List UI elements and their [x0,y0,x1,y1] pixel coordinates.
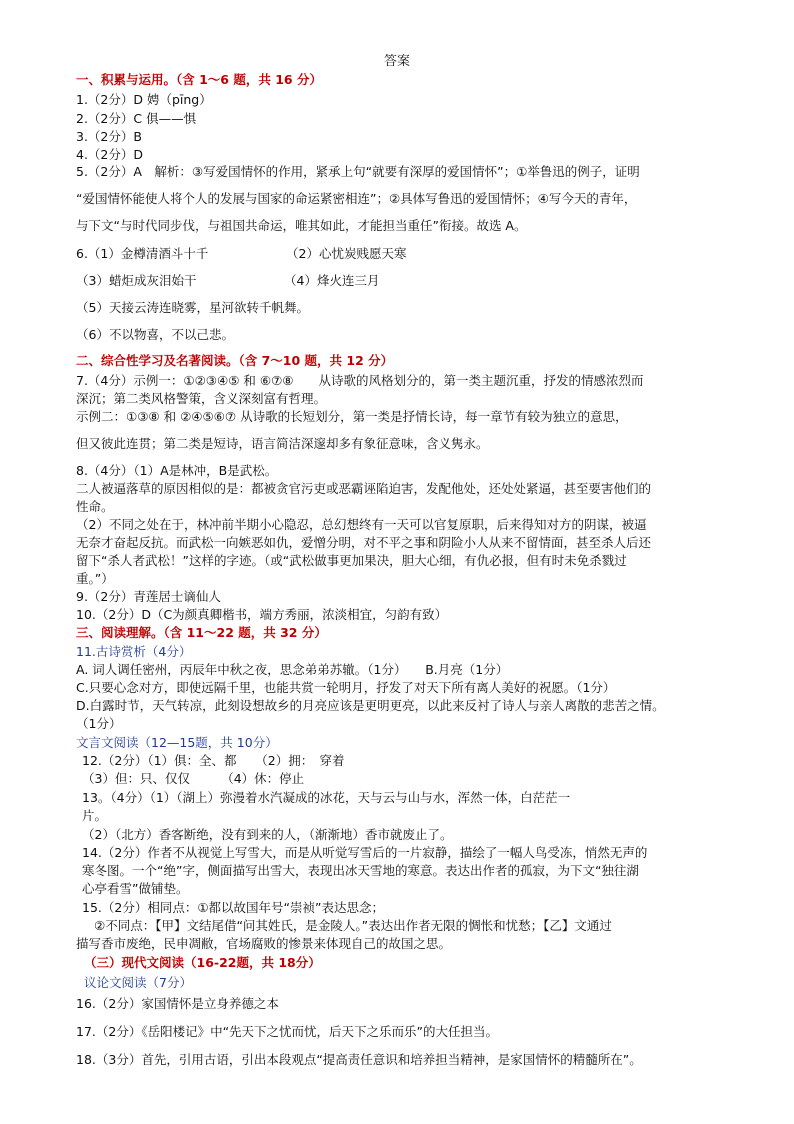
answer-line: 二人被逼落草的原因相似的是：都被贪官污吏或恶霸诬陷迫害，发配他处，还处处紧逼，甚至要害他们的 [76,481,652,496]
answer-line: A. 词人调任密州，丙辰年中秋之夜，思念弟弟苏辙。（1分） B.月亮（1分） [76,662,509,677]
section-heading: 一、积累与运用。（含 1～6 题，共 16 分） [76,72,322,87]
answer-line: 片。 [82,808,108,823]
answer-line: 心亭看雪”做铺垫。 [82,881,189,896]
answer-line: 6.（1）金樽清酒斗十千 [76,246,209,261]
answer-line: “爱国情怀能使人将个人的发展与国家的命运紧密相连”；②具体写鲁迅的爱国情怀；④写今天的青年， [76,191,637,206]
answer-line: 3.（2分）B [76,129,142,144]
answer-line: 2.（2分）C 俱——惧 [76,111,197,126]
answer-line: 9.（2分）青莲居士谪仙人 [76,589,221,604]
subsection-heading: 11.古诗赏析（4分） [76,644,192,659]
answer-line: 但又彼此连贯；第二类是短诗，语言简洁深邃却多有象征意味，含义隽永。 [76,436,489,451]
answer-line: 12.（2分）（1）俱：全、都 （2）拥： 穿着 [82,753,345,768]
answer-line: 16.（2分）家国情怀是立身养德之本 [76,996,279,1011]
answer-line: 1.（2分）D 娉（pīng） [76,92,212,107]
answer-line: （4）烽火连三月 [284,273,380,288]
answer-line: （1分） [76,716,122,731]
subsection-heading: 议论文阅读（7分） [84,975,192,990]
answer-line: ②不同点：【甲】文结尾借“问其姓氏，是金陵人。”表达出作者无限的惆怅和忧愁；【乙】文通过 [94,918,612,933]
section-heading: 三、阅读理解。（含 11～22 题，共 32 分） [76,625,327,640]
answer-line: 留下“杀人者武松！”这样的字迹。（或“武松做事更加果决，胆大心细，有仇必报，但有时未免杀戮过 [76,553,627,568]
answer-line: 13。（4分）（1）（湖上）弥漫着水汽凝成的冰花，天与云与山与水，浑然一体，白茫茫一 [82,790,571,805]
answer-line: 无奈才奋起反抗。而武松一向嫉恶如仇，爱憎分明，对不平之事和阴险小人从来不留情面，甚至杀人后还 [76,535,652,550]
section-heading: 二、综合性学习及名著阅读。（含 7～10 题，共 12 分） [76,353,394,368]
answer-line: （2）不同之处在于，林冲前半期小心隐忍，总幻想终有一天可以官复原职，后来得知对方的阴谋，被逼 [76,517,647,532]
answer-line: 10.（2分）D（C为颜真卿楷书，端方秀丽，浓淡相宜，匀韵有致） [76,607,448,622]
answer-line: 7.（4分）示例一：①②③④⑤ 和 ⑥⑦⑧ 从诗歌的风格划分的，第一类主题沉重，抒发的情感浓烈而 [76,373,644,388]
section-heading: （三）现代文阅读（16-22题，共 18分） [84,955,321,970]
answer-line: 14.（2分）作者不从视觉上写雪大，而是从听觉写雪后的一片寂静，描绘了一幅人鸟受冻，悄然无声的 [82,845,648,860]
answer-line: 17.（2分）《岳阳楼记》中“先天下之忧而忧，后天下之乐而乐”的大任担当。 [76,1024,499,1039]
page-title: 答案 [383,54,410,69]
answer-line: （6）不以物喜，不以己悲。 [76,327,234,342]
answer-line: 性命。 [76,499,114,514]
answer-line: C.只要心念对方，即使远隔千里，也能共赏一轮明月，抒发了对天下所有离人美好的祝愿。（1分） [76,680,616,695]
answer-line: （3）但：只、仅仅 （4）休：停止 [82,771,305,786]
answer-line: 15.（2分）相同点：①都以故国年号“崇祯”表达思念； [82,900,384,915]
subsection-heading: 文言文阅读（12—15题，共 10分） [76,735,278,750]
answer-line: 描写香市废绝，民申凋敝，官场腐败的惨景来体现自己的故国之思。 [76,936,452,951]
answer-line: 深沉；第二类风格警策，含义深刻富有哲理。 [76,391,327,406]
answer-line: D.白露时节，天气转凉，此刻设想故乡的月亮应该是更明更亮，以此来反衬了诗人与亲人离散的悲苦之情。 [76,698,665,713]
answer-line: 重。”） [76,571,114,586]
answer-line: （3）蜡炬成灰泪始干 [76,273,197,288]
answer-line: 8.（4分）（1）A是林冲，B是武松。 [76,463,278,478]
answer-line: 与下文“与时代同步伐，与祖国共命运，唯其如此，才能担当重任”衔接。故选 A。 [76,218,527,233]
answer-line: （2）（北方）香客断绝，没有到来的人，（渐渐地）香市就废止了。 [82,827,453,842]
answer-line: 寒冬图。一个“绝”字，侧面描写出雪大，表现出冰天雪地的寒意。表达出作者的孤寂，为下文“独往湖 [82,863,639,878]
answer-line: （2）心忧炭贱愿天寒 [286,246,407,261]
answer-line: （5）天接云涛连晓雾，星河欲转千帆舞。 [76,300,309,315]
answer-line: 示例二：①③⑧ 和 ②④⑤⑥⑦ 从诗歌的长短划分，第一类是抒情长诗，每一章节有较为独立的意思， [76,409,628,424]
answer-line: 18.（3分）首先，引用古语，引出本段观点“提高责任意识和培养担当精神，是家国情怀的精髓所在”。 [76,1052,642,1067]
answer-line: 5.（2分）A 解析：③写爱国情怀的作用，紧承上句“就要有深厚的爱国情怀”；①举鲁迅的例子，证明 [76,164,640,179]
answer-line: 4.（2分）D [76,147,144,162]
